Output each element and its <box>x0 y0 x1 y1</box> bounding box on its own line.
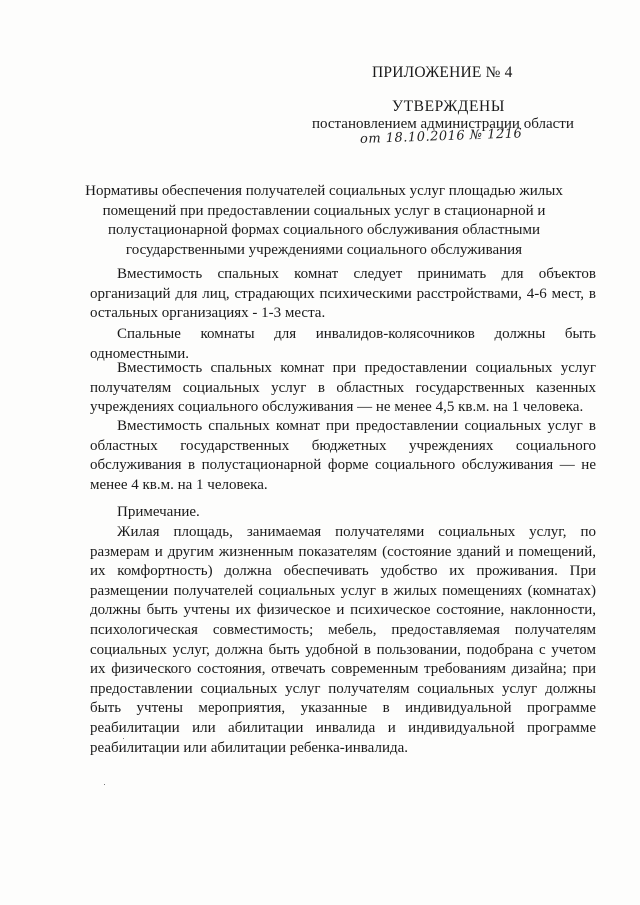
scan-speck <box>123 738 124 739</box>
note-heading: Примечание. <box>117 504 200 520</box>
paragraph-budget-institutions: Вместимость спальных комнат при предоставлении социальных услуг в областных государственных бюджетных учреждениях социального обслуживания в полустационарной форме социального обслуживания — не менее 4 кв.м. на 1 человека. <box>90 418 596 493</box>
appendix-number: ПРИЛОЖЕНИЕ № 4 <box>372 64 513 81</box>
scan-speck <box>104 784 105 785</box>
note-text: Жилая площадь, занимаемая получателями социальных услуг, по размерам и другим жизненным показателям (состояние зданий и помещений, их комфортность) должна обеспечивать удобство их проживания. При размещении получателей социальных услуг в жилых помещениях (комнатах) должны быть учтены их физическое и психическое состояние, наклонности, психологическая совместимость; мебель, предоставляемая получателям социальных услуг, должна быть удобной в пользовании, подобрана с учетом их физического состояния, отвечать современным требованиям дизайна; при предоставлении социальных услуг получателям социальных услуг должны быть учтены мероприятия, указанные в индивидуальной программе реабилитации или абилитации инвалида и индивидуальной программе реабилитации или абилитации ребенка-инвалида. <box>90 524 596 756</box>
decree-line: постановлением администрации области <box>312 116 574 132</box>
paragraph-kazennye-institutions: Вместимость спальных комнат при предоставлении социальных услуг получателям социальных услуг в областных государственных казенных учреждениях социального обслуживания — не менее 4,5 кв.м. на 1 человека. <box>90 360 596 416</box>
document-title: Нормативы обеспечения получателей социальных услуг площадью жилых помещений при предоставлении социальных услуг в стационарной и полустационарной формах социального обслуживания областными государственными учреждениями социального обслуживания <box>85 183 563 258</box>
approved-heading: УТВЕРЖДЕНЫ <box>392 98 505 115</box>
handwritten-date-number: от 18.10.2016 № 1216 <box>359 126 523 147</box>
paragraph-wheelchair-rooms: Спальные комнаты для инвалидов-колясочников должны быть одноместными. <box>90 326 596 362</box>
paragraph-capacity-general: Вместимость спальных комнат следует принимать для объектов организаций для лиц, страдающих психическими расстройствами, 4-6 мест, в остальных организациях - 1-3 места. <box>90 266 596 322</box>
